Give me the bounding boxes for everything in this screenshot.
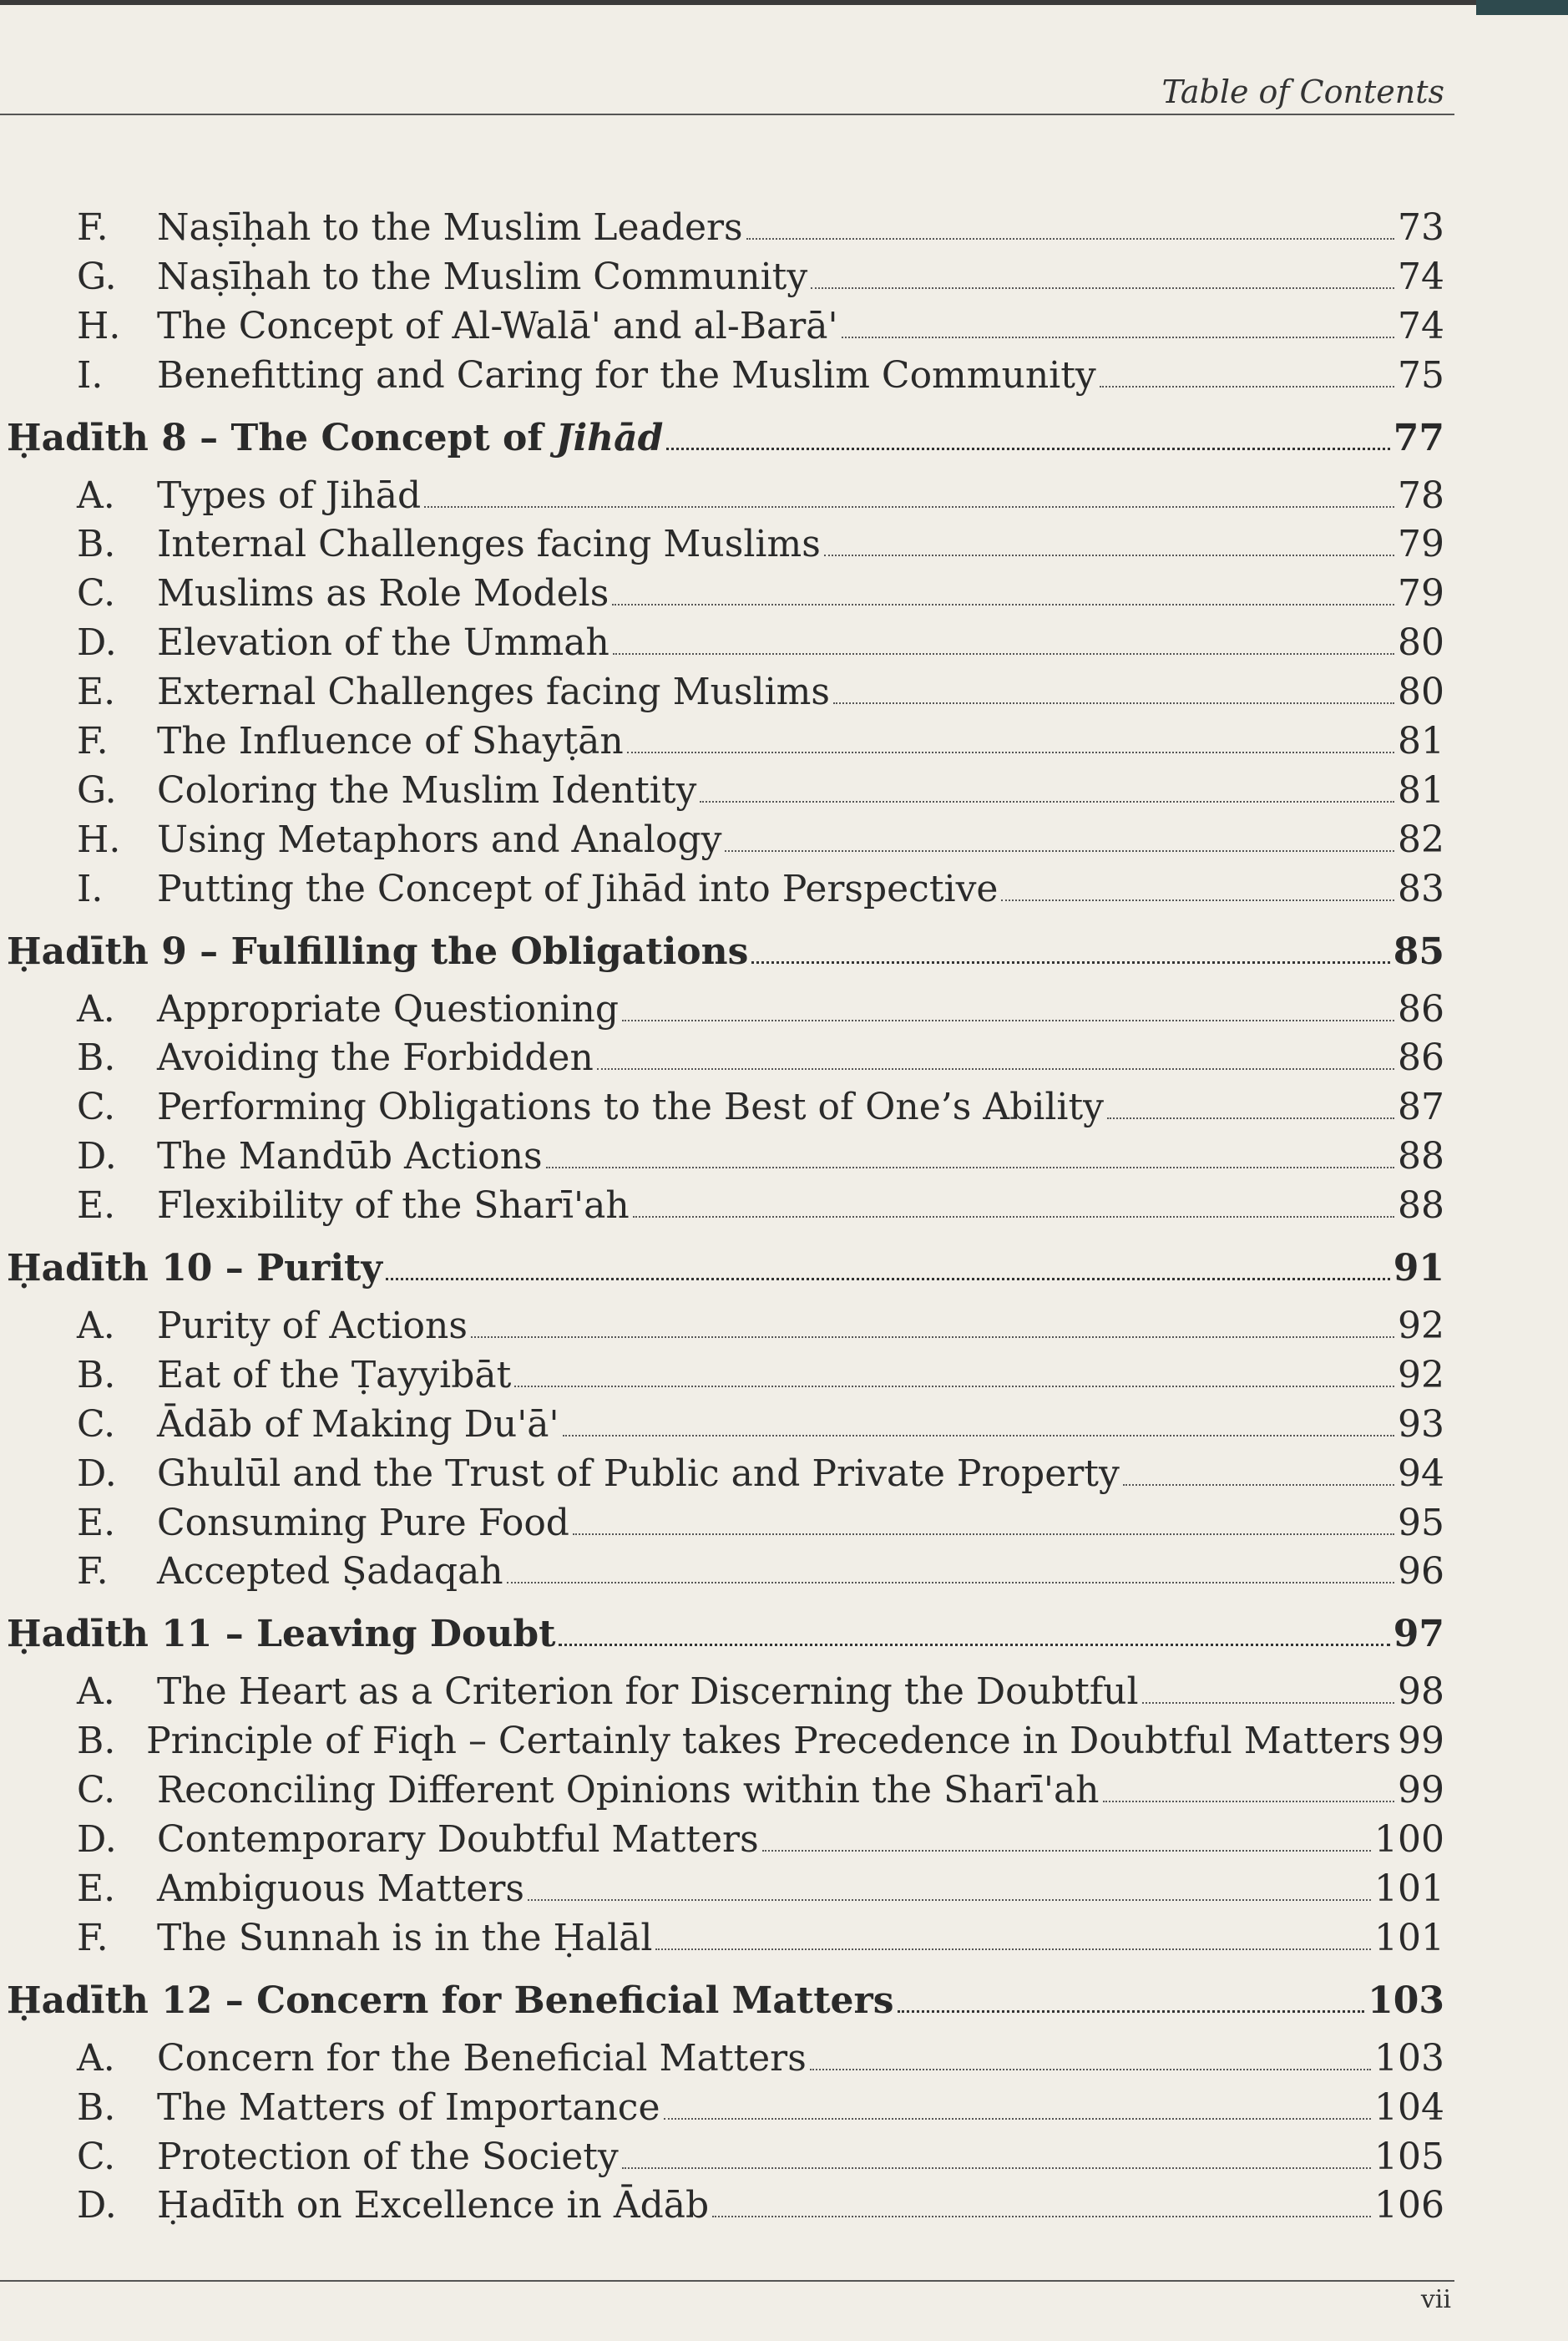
dot-leader — [824, 554, 1394, 556]
toc-entry-title-text: Consuming Pure Food — [157, 1501, 569, 1544]
toc-entry-title — [157, 204, 743, 253]
toc-entry-letter: C. — [77, 2135, 116, 2178]
toc-entry-title-text: Ādāb of Making Du'ā' — [157, 1402, 559, 1446]
toc-entry-letter: C. — [77, 1086, 116, 1129]
toc-section-entry — [0, 668, 1568, 717]
toc-entry-title-text: Naṣīḥah to the Muslim Community — [157, 255, 808, 298]
toc-entry-title-text: Avoiding the Forbidden — [157, 1036, 594, 1080]
toc-chapter-entry — [0, 1964, 1568, 2034]
toc-entry-page-number: 96 — [1398, 1550, 1444, 1594]
toc-entry-letter: F. — [77, 1550, 109, 1594]
dot-leader — [528, 1898, 1371, 1901]
toc-entry-page-number: 99 — [1398, 1720, 1444, 1763]
toc-section-entry — [0, 520, 1568, 570]
toc-entry-letter: G. — [77, 255, 117, 298]
toc-entry-title — [157, 2133, 619, 2182]
toc-entry-page-number: 94 — [1398, 1452, 1444, 1495]
toc-entry-letter: B. — [77, 2085, 116, 2129]
toc-entry-title — [157, 1401, 559, 1450]
toc-section-entry — [0, 352, 1568, 401]
toc-entry-title — [157, 1499, 569, 1548]
toc-entry-title — [7, 1610, 555, 1659]
toc-section-entry — [0, 1302, 1568, 1351]
dot-leader — [507, 1581, 1394, 1583]
toc-entry-page-number: 92 — [1398, 1305, 1444, 1348]
toc-section-entry — [0, 472, 1568, 521]
toc-section-entry — [0, 302, 1568, 352]
toc-entry-title — [7, 928, 748, 977]
toc-entry-title-text: The Influence of Shayṭān — [157, 720, 624, 763]
dot-leader — [597, 1067, 1394, 1070]
dot-leader — [1107, 1117, 1394, 1119]
toc-entry-title — [157, 352, 1096, 401]
toc-entry-title — [157, 520, 821, 570]
toc-entry-page-number: 83 — [1398, 867, 1444, 910]
header-rule — [0, 114, 1454, 115]
toc-entry-page-number: 74 — [1398, 255, 1444, 298]
toc-section-entry — [0, 1351, 1568, 1401]
dot-leader — [712, 2215, 1371, 2217]
toc-entry-letter: I. — [77, 353, 104, 397]
footer-rule — [0, 2280, 1454, 2282]
toc-entry-page-number: 86 — [1398, 1036, 1444, 1080]
toc-entry-title-text: External Challenges facing Muslims — [157, 671, 830, 714]
toc-entry-letter: C. — [77, 1769, 116, 1812]
toc-entry-letter: A. — [77, 1670, 115, 1714]
toc-entry-page-number: 78 — [1398, 474, 1444, 517]
toc-entry-title — [157, 1450, 1120, 1499]
toc-section-entry — [0, 2181, 1568, 2231]
toc-entry-title — [157, 1083, 1104, 1132]
toc-section-entry — [0, 1766, 1568, 1816]
toc-entry-title — [157, 253, 807, 302]
toc-entry-page-number: 105 — [1374, 2135, 1444, 2178]
toc-entry-title — [157, 986, 619, 1035]
toc-section-entry — [0, 1865, 1568, 1914]
toc-entry-title — [157, 767, 696, 816]
toc-entry-page-number: 77 — [1393, 416, 1444, 459]
toc-entry-title-text: Eat of the Ṭayyibāt — [157, 1353, 512, 1396]
toc-entry-page-number: 92 — [1398, 1353, 1444, 1396]
toc-section-entry — [0, 986, 1568, 1035]
toc-entry-page-number: 81 — [1398, 720, 1444, 763]
dot-leader — [559, 1643, 1389, 1646]
toc-entry-page-number: 88 — [1398, 1184, 1444, 1228]
toc-entry-title — [157, 1816, 759, 1865]
toc-entry-title — [157, 2034, 807, 2084]
toc-entry-title — [157, 1182, 630, 1231]
toc-section-entry — [0, 1816, 1568, 1865]
toc-entry-letter: C. — [77, 1402, 116, 1446]
page-top-edge — [0, 0, 1568, 5]
toc-entry-page-number: 106 — [1374, 2184, 1444, 2227]
toc-section-entry — [0, 1548, 1568, 1597]
toc-entry-title — [157, 1914, 652, 1964]
toc-section-entry — [0, 1401, 1568, 1450]
dot-leader — [655, 1948, 1371, 1950]
toc-section-entry — [0, 1914, 1568, 1964]
toc-entry-title — [157, 1865, 524, 1914]
toc-entry-letter: E. — [77, 1184, 116, 1228]
toc-entry-page-number: 97 — [1393, 1613, 1444, 1656]
dot-leader — [898, 2009, 1365, 2013]
toc-entry-page-number: 101 — [1374, 1916, 1444, 1959]
dot-leader — [762, 1849, 1371, 1852]
toc-entry-letter: D. — [77, 621, 117, 665]
dot-leader — [842, 336, 1394, 338]
toc-entry-letter: A. — [77, 987, 115, 1031]
toc-entry-page-number: 87 — [1398, 1086, 1444, 1129]
toc-entry-title — [157, 668, 830, 717]
dot-leader — [811, 286, 1394, 289]
toc-entry-title-text: The Mandūb Actions — [157, 1135, 543, 1178]
dot-leader — [1100, 385, 1394, 388]
toc-entry-letter: A. — [77, 474, 115, 517]
toc-entry-title — [7, 1977, 894, 2026]
toc-entry-page-number: 82 — [1398, 818, 1444, 861]
toc-entry-title-text: Ghulūl and the Trust of Public and Private Property — [157, 1452, 1120, 1495]
toc-entry-page-number: 75 — [1398, 353, 1444, 397]
toc-entry-letter: E. — [77, 1867, 116, 1910]
toc-entry-title-text: Ḥadīth on Excellence in Ādāb — [157, 2184, 710, 2227]
toc-entry-page-number: 101 — [1374, 1867, 1444, 1910]
toc-entry-title — [157, 2181, 709, 2231]
dot-leader — [627, 751, 1394, 753]
toc-entry-title — [157, 1034, 594, 1083]
toc-entry-title-text: Principle of Fiqh – Certainly takes Precedence in Doubtful Matters — [146, 1720, 1391, 1763]
toc-entry-title-text: Accepted Ṣadaqah — [157, 1550, 503, 1594]
toc-entry-title — [157, 1132, 543, 1182]
toc-entry-page-number: 103 — [1368, 1979, 1444, 2022]
toc-entry-title-text: The Concept of Al-Walā' and al-Barā' — [157, 304, 838, 347]
dot-leader — [810, 2068, 1371, 2070]
toc-entry-title — [157, 1351, 511, 1401]
toc-entry-page-number: 81 — [1398, 768, 1444, 812]
toc-entry-letter: B. — [77, 1353, 116, 1396]
toc-entry-letter: D. — [77, 1452, 117, 1495]
toc-section-entry — [0, 816, 1568, 865]
toc-entry-title-text: The Matters of Importance — [157, 2085, 660, 2129]
toc-entry-title-text: Using Metaphors and Analogy — [157, 818, 722, 861]
toc-entry-page-number: 104 — [1374, 2085, 1444, 2129]
toc-entry-page-number: 98 — [1398, 1670, 1444, 1714]
dot-leader — [514, 1385, 1394, 1387]
toc-entry-title-text: Ḥadīth 9 – Fulfilling the Obligations — [7, 930, 749, 973]
dot-leader — [725, 849, 1394, 852]
dot-leader — [751, 960, 1389, 964]
toc-section-entry — [0, 2084, 1568, 2133]
toc-entry-title — [7, 1244, 382, 1294]
toc-section-entry — [0, 253, 1568, 302]
toc-entry-page-number: 80 — [1398, 671, 1444, 714]
toc-chapter-entry — [0, 915, 1568, 986]
toc-entry-page-number: 80 — [1398, 621, 1444, 665]
toc-entry-letter: B. — [77, 523, 116, 566]
toc-entry-letter: I. — [77, 867, 104, 910]
toc-entry-letter: F. — [77, 206, 109, 249]
toc-entry-title-text: Ḥadīth 8 – The Concept of — [7, 416, 556, 459]
toc-chapter-entry — [0, 1597, 1568, 1668]
toc-entry-letter: B. — [77, 1036, 116, 1080]
toc-section-entry — [0, 1717, 1568, 1766]
toc-entry-title — [157, 717, 624, 767]
dot-leader — [1142, 1701, 1394, 1704]
toc-chapter-entry — [0, 401, 1568, 472]
toc-section-entry — [0, 1132, 1568, 1182]
toc-entry-title-text: Ḥadīth 10 – Purity — [7, 1247, 382, 1290]
toc-entry-title-text: The Heart as a Criterion for Discerning the Doubtful — [157, 1670, 1139, 1714]
toc-entry-letter: F. — [77, 720, 109, 763]
toc-section-entry — [0, 2133, 1568, 2182]
toc-entry-title-text: Putting the Concept of Jihād into Perspective — [157, 867, 999, 910]
toc-section-entry — [0, 1499, 1568, 1548]
dot-leader — [546, 1166, 1394, 1168]
toc-entry-letter: B. — [77, 1720, 116, 1763]
toc-entry-title-text: Protection of the Society — [157, 2135, 619, 2178]
toc-entry-title — [157, 472, 421, 521]
toc-entry-page-number: 91 — [1393, 1247, 1444, 1290]
dot-leader — [573, 1533, 1394, 1535]
dot-leader — [622, 1019, 1394, 1021]
toc-entry-page-number: 93 — [1398, 1402, 1444, 1446]
toc-section-entry — [0, 1083, 1568, 1132]
toc-entry-page-number: 103 — [1374, 2036, 1444, 2080]
toc-entry-title-text: The Sunnah is in the Ḥalāl — [157, 1916, 653, 1959]
toc-section-entry — [0, 1034, 1568, 1083]
toc-entry-title-text: Elevation of the Ummah — [157, 621, 609, 665]
toc-entry-letter: A. — [77, 1305, 115, 1348]
toc-entry-letter: F. — [77, 1916, 109, 1959]
toc-section-entry — [0, 619, 1568, 668]
page-corner-shadow — [1476, 0, 1568, 15]
dot-leader — [622, 2166, 1371, 2169]
dot-leader — [424, 505, 1394, 508]
toc-entry-title-text: Muslims as Role Models — [157, 572, 609, 616]
dot-leader — [664, 2117, 1372, 2120]
toc-entry-title-text: Internal Challenges facing Muslims — [157, 523, 821, 566]
toc-entry-title-text: Flexibility of the Sharī'ah — [157, 1184, 630, 1228]
dot-leader — [612, 603, 1394, 606]
dot-leader — [700, 800, 1394, 803]
toc-entry-title — [157, 2084, 660, 2133]
toc-entry-title — [157, 1766, 1100, 1816]
toc-section-entry — [0, 1668, 1568, 1717]
dot-leader — [613, 652, 1394, 655]
toc-entry-page-number: 88 — [1398, 1135, 1444, 1178]
toc-section-entry — [0, 1450, 1568, 1499]
dot-leader — [386, 1277, 1390, 1280]
toc-entry-page-number: 79 — [1398, 523, 1444, 566]
toc-entry-page-number: 85 — [1393, 930, 1444, 973]
toc-entry-title-text: Performing Obligations to the Best of One’s Ability — [157, 1086, 1105, 1129]
toc-entry-letter: D. — [77, 1135, 117, 1178]
toc-entry-title-text: Ḥadīth 12 – Concern for Beneficial Matters — [7, 1979, 894, 2022]
toc-entry-title — [157, 1302, 468, 1351]
toc-entry-letter: A. — [77, 2036, 115, 2080]
toc-entry-title — [157, 1668, 1139, 1717]
toc-entry-title — [157, 1548, 503, 1597]
toc-section-entry — [0, 570, 1568, 619]
dot-leader — [666, 447, 1389, 450]
toc-entry-title-text: Naṣīḥah to the Muslim Leaders — [157, 206, 743, 249]
toc-entry-letter: D. — [77, 2184, 117, 2227]
toc-entry-title-text: Types of Jihād — [157, 474, 422, 517]
toc-entry-title — [7, 414, 663, 464]
toc-section-entry — [0, 865, 1568, 915]
page-number: vii — [1420, 2285, 1451, 2314]
toc-entry-title-text: Coloring the Muslim Identity — [157, 768, 697, 812]
toc-entry-title — [146, 1717, 1391, 1766]
dot-leader — [833, 702, 1394, 704]
toc-entry-page-number: 74 — [1398, 304, 1444, 347]
toc-entry-page-number: 95 — [1398, 1501, 1444, 1544]
toc-entry-title-text: Appropriate Questioning — [157, 987, 620, 1031]
toc-entry-title-text: Benefitting and Caring for the Muslim Community — [157, 353, 1096, 397]
toc-entry-letter: E. — [77, 671, 116, 714]
toc-entry-title — [157, 816, 721, 865]
toc-entry-page-number: 99 — [1398, 1769, 1444, 1812]
toc-entry-title-text: Purity of Actions — [157, 1305, 468, 1348]
toc-entry-letter: G. — [77, 768, 117, 812]
toc-entry-title — [157, 865, 998, 915]
toc-entry-title-text: Reconciling Different Opinions within the Sharī'ah — [157, 1769, 1100, 1812]
dot-leader — [1001, 899, 1394, 901]
toc-section-entry — [0, 2034, 1568, 2084]
toc-entry-page-number: 79 — [1398, 572, 1444, 616]
dot-leader — [471, 1335, 1394, 1338]
toc-entry-letter: D. — [77, 1818, 117, 1862]
dot-leader — [633, 1215, 1394, 1218]
toc-entry-title-text: Ḥadīth 11 – Leaving Doubt — [7, 1613, 556, 1656]
toc-section-entry — [0, 767, 1568, 816]
toc-entry-title — [157, 302, 838, 352]
dot-leader — [1103, 1800, 1394, 1802]
dot-leader — [563, 1434, 1394, 1437]
toc-entry-title-text: Concern for the Beneficial Matters — [157, 2036, 807, 2080]
toc-entry-letter: E. — [77, 1501, 116, 1544]
toc-entry-letter: C. — [77, 572, 116, 616]
toc-entry-letter: H. — [77, 818, 121, 861]
toc-entry-title-emphasis: Jihād — [555, 416, 664, 459]
dot-leader — [746, 237, 1394, 240]
table-of-contents — [0, 204, 1568, 2231]
toc-entry-title-text: Ambiguous Matters — [157, 1867, 524, 1910]
toc-chapter-entry — [0, 1231, 1568, 1302]
toc-section-entry — [0, 204, 1568, 253]
toc-entry-letter: H. — [77, 304, 121, 347]
dot-leader — [1123, 1483, 1394, 1486]
toc-entry-page-number: 100 — [1374, 1818, 1444, 1862]
toc-entry-page-number: 86 — [1398, 987, 1444, 1031]
toc-entry-page-number: 73 — [1398, 206, 1444, 249]
toc-entry-title — [157, 570, 609, 619]
toc-section-entry — [0, 717, 1568, 767]
toc-entry-title-text: Contemporary Doubtful Matters — [157, 1818, 759, 1862]
toc-section-entry — [0, 1182, 1568, 1231]
running-header-title: Table of Contents — [1161, 73, 1444, 110]
toc-entry-title — [157, 619, 609, 668]
